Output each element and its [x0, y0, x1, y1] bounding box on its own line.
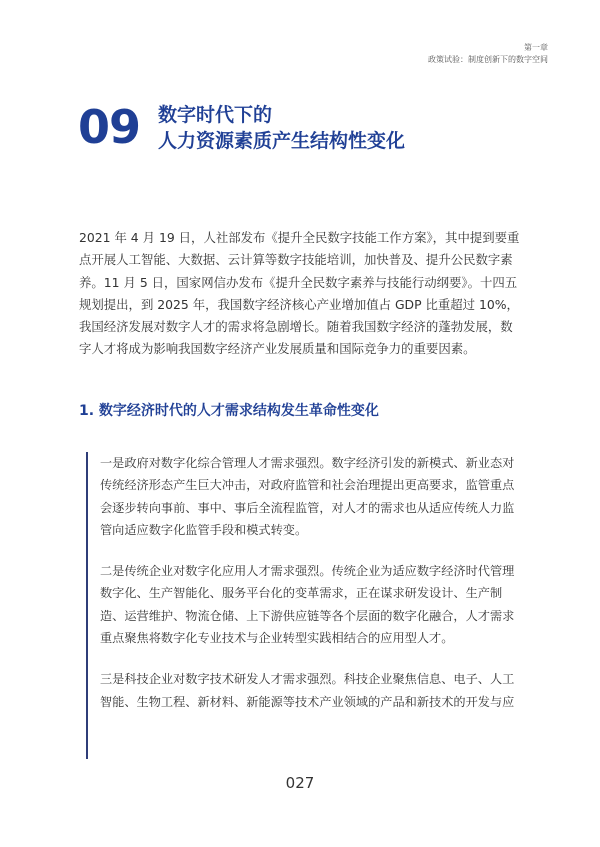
paragraph-tech-enterprise: 三是科技企业对数字技术研发人才需求强烈。科技企业聚焦信息、电子、人工智能、生物工程、新材料、新能源等技术产业领域的产品和新技术的开发与应	[100, 672, 515, 709]
chapter-title: 政策试验：制度创新下的数字空间	[428, 55, 548, 64]
intro-paragraph	[79, 227, 525, 361]
section-title-line1: 数字时代下的	[158, 104, 273, 126]
section-title-line2: 人力资源素质产生结构性变化	[158, 130, 406, 152]
running-header	[428, 42, 548, 66]
page-number: 027	[285, 774, 315, 792]
paragraph-government: 一是政府对数字化综合管理人才需求强烈。数字经济引发的新模式、新业态对传统经济形态产生巨大冲击，对政府监管和社会治理提出更高要求，监管重点会逐步转向事前、事中、事后全流程监管，对人才的需求也从适应传统人力监管向适应数字化监管手段和模式转变。	[100, 456, 515, 537]
subheading: 1. 数字经济时代的人才需求结构发生革命性变化	[79, 403, 379, 419]
section-title	[158, 102, 405, 154]
intro-text: 2021 年 4 月 19 日，人社部发布《提升全民数字技能工作方案》，其中提到要重点开展人工智能、大数据、云计算等数字技能培训，加快普及、提升公民数字素养。11 月 5 日，国家网信办发布《提升全民数字素养与技能行动纲要》。十四五规划提出，到 2025 年，我国数字经济核心产业增加值占 GDP 比重超过 10%，我国经济发展对数字人才的需求将急剧增长。随着我国数字经济的蓬勃发展，数字人才将成为影响我国数字经济产业发展质量和国际竞争力的重要因素。	[79, 230, 520, 357]
chapter-label: 第一章	[524, 43, 548, 52]
section-number: 09	[78, 100, 141, 154]
paragraph-traditional-enterprise: 二是传统企业对数字化应用人才需求强烈。传统企业为适应数字经济时代管理数字化、生产智能化、服务平台化的变革需求，正在谋求研发设计、生产制造、运营维护、物流仓储、上下游供应链等各个层面的数字化融合，人才需求重点聚焦将数字化专业技术与企业转型实践相结合的应用型人才。	[100, 564, 515, 646]
quote-block	[86, 452, 522, 759]
